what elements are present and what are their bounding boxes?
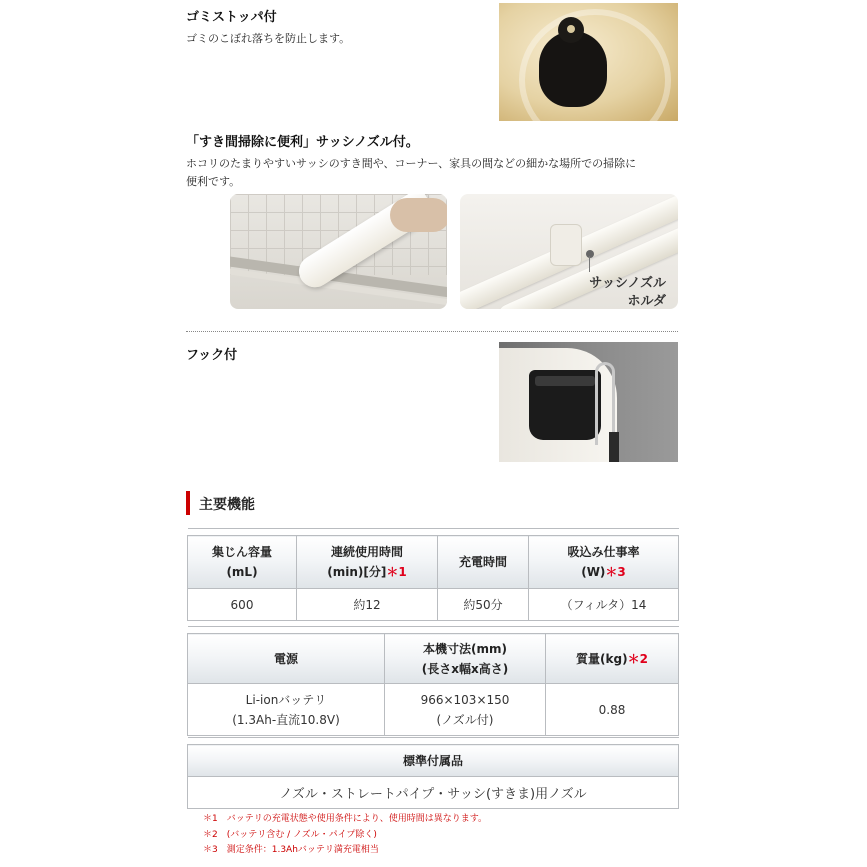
value-dust-capacity: 600	[188, 589, 297, 621]
section-divider	[186, 331, 678, 332]
specs-section-title: 主要機能	[199, 497, 255, 513]
value-run-time: 約12	[297, 589, 438, 621]
header-suction-power: 吸込み仕事率 (W)＊3	[529, 536, 679, 589]
feature-title-sash-nozzle: 「すき間掃除に便利」サッシノズル付。	[186, 135, 419, 150]
feature-title-hook: フック付	[186, 348, 238, 363]
feature-desc-sash-nozzle-line1: ホコリのたまりやすいサッシのすき間や、コーナー、家具の間などの細かな場所での掃除に	[186, 157, 637, 170]
spec-table-accessories	[187, 737, 679, 809]
footnote-2: ＊2 (バッテリ含む / ノズル・パイプ除く)	[203, 830, 377, 840]
footnote-3: ＊3 測定条件：1.3Ahバッテリ満充電相当	[203, 845, 379, 855]
header-power-source: 電源	[188, 634, 385, 684]
spec-table-1	[187, 528, 679, 621]
feature-title-dust-stopper: ゴミストッパ付	[186, 10, 277, 25]
header-dimensions: 本機寸法(mm) (長さx幅x高さ)	[385, 634, 546, 684]
value-power-source: Li-ionバッテリ (1.3Ah-直流10.8V)	[188, 684, 385, 736]
header-weight: 質量(kg)＊2	[546, 634, 679, 684]
value-suction-power: （フィルタ）14	[529, 589, 679, 621]
footnote-1: ＊1 バッテリの充電状態や使用条件により、使用時間は異なります。	[203, 814, 488, 824]
sash-cleaning-photo	[230, 194, 447, 309]
dust-stopper-photo	[499, 3, 678, 121]
spec-table-2	[187, 626, 679, 736]
section-accent-bar	[186, 491, 190, 515]
header-run-time: 連続使用時間 (min)[分]＊1	[297, 536, 438, 589]
header-charge-time: 充電時間	[438, 536, 529, 589]
value-dimensions: 966×103×150 (ノズル付)	[385, 684, 546, 736]
header-standard-accessories: 標準付属品	[188, 745, 679, 777]
hook-photo	[499, 342, 678, 462]
value-charge-time: 約50分	[438, 589, 529, 621]
feature-desc-sash-nozzle-line2: 便利です。	[186, 175, 241, 188]
value-standard-accessories: ノズル・ストレートパイプ・サッシ(すきま)用ノズル	[188, 777, 679, 809]
header-dust-capacity: 集じん容量 (mL)	[188, 536, 297, 589]
nozzle-holder-label-line2: ホルダ	[627, 294, 666, 309]
nozzle-holder-label-line1: サッシノズル	[589, 276, 666, 291]
nozzle-holder-photo	[460, 194, 678, 309]
value-weight: 0.88	[546, 684, 679, 736]
feature-desc-dust-stopper: ゴミのこぼれ落ちを防止します。	[186, 32, 351, 45]
